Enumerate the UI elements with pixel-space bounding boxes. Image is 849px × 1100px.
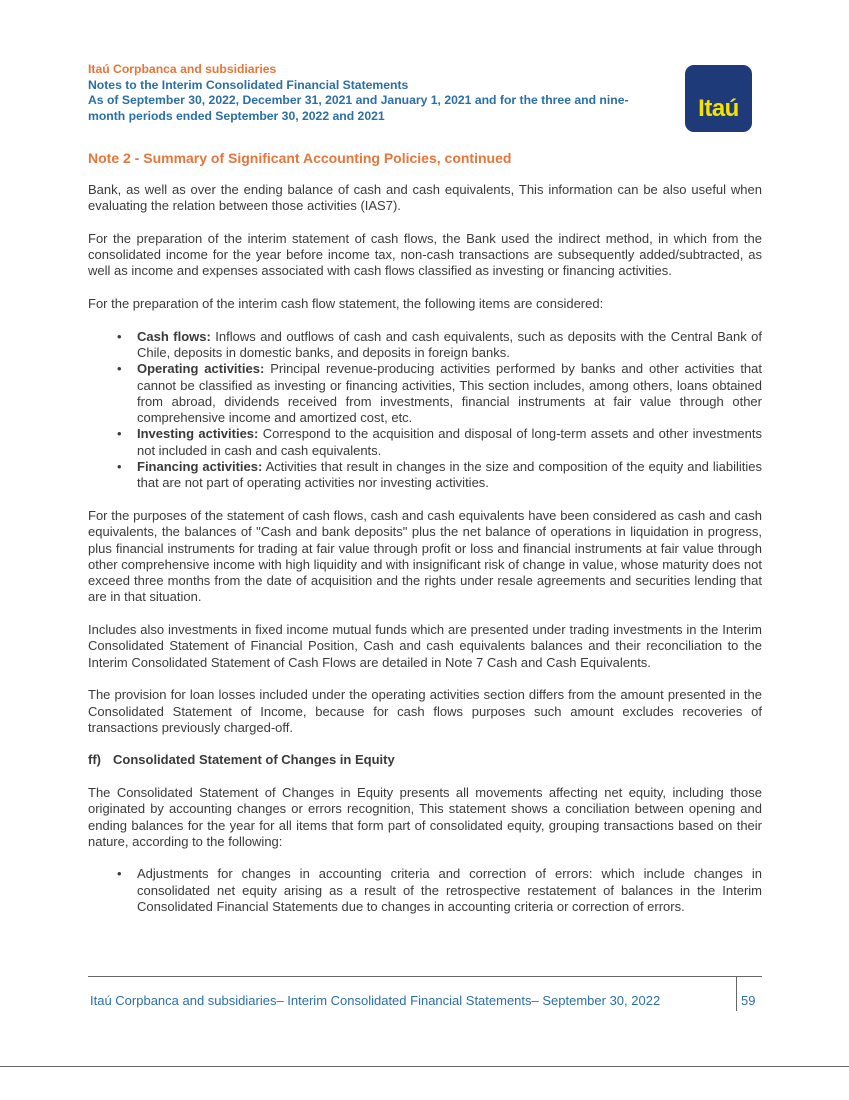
paragraph: For the preparation of the interim cash flow statement, the following items are considered: xyxy=(88,296,604,312)
section-number: ff) xyxy=(88,752,101,768)
cash-flow-items-list xyxy=(88,329,762,492)
logo-text: Itaú xyxy=(698,95,739,122)
footer-text: Itaú Corpbanca and subsidiaries– Interim Consolidated Financial Statements– September 30, 2022 xyxy=(90,993,661,1008)
paragraph: Bank, as well as over the ending balance of cash and cash equivalents, This information can be also useful when evaluating the relation between those activities (IAS7). xyxy=(88,182,762,214)
header-period: As of September 30, 2022, December 31, 2021 and January 1, 2021 and for the three and nine-month periods ended September 30, 2022 and 2021 xyxy=(88,93,629,123)
list-item: • Adjustments for changes in accounting criteria and correction of errors: which include changes in consolidated net equity arising as a result of the retrospective restatement of balances in the Interim Consolidated Financial Statements due to changes in accounting criteria or correction of errors. xyxy=(137,866,762,915)
note-title: Note 2 - Summary of Significant Accounting Policies, continued xyxy=(88,150,512,166)
page-bottom-divider xyxy=(0,1066,849,1067)
term: Cash flows: xyxy=(137,328,211,344)
list-item xyxy=(137,459,762,492)
section-heading xyxy=(88,752,762,768)
footer-page-divider xyxy=(736,976,737,1011)
definition: Inflows and outflows of cash and cash equivalents, such as deposits with the Central Bank of Chile, deposits in domestic banks, and deposits in foreign banks. xyxy=(137,328,762,360)
list-item xyxy=(137,361,762,426)
page-header xyxy=(88,62,648,124)
itau-logo xyxy=(685,65,752,132)
term: Financing activities: xyxy=(137,459,263,475)
list-item xyxy=(137,329,762,362)
definition: Activities that result in changes in the size and composition of the equity and liabilities that are not part of operating activities nor investing activities. xyxy=(137,459,762,491)
page-number: 59 xyxy=(741,993,756,1008)
paragraph: For the purposes of the statement of cash flows, cash and cash equivalents have been considered as cash and cash equivalents, the balances of "Cash and bank deposits" plus the net balance of operations in liquidation in progress, plus financial instruments for trading at fair value through profit or loss and financial instruments at fair value through other comprehensive income with high liquidity and with insignificant risk of change in value, whose maturity does not exceed three months from the date of acquisition and the rights under resale agreements and securities lending that are in that situation. xyxy=(88,507,762,605)
paragraph: The provision for loan losses included under the operating activities section differs from the amount presented in the Consolidated Statement of Income, because for cash flows purposes such amount excludes recoveries of transactions previously charged-off. xyxy=(88,687,762,735)
paragraph: Includes also investments in fixed income mutual funds which are presented under trading investments in the Interim Consolidated Statement of Financial Position, Cash and cash equivalents balances and their reconciliation to the Interim Consolidated Statement of Cash Flows are detailed in Note 7 Cash and Cash Equivalents. xyxy=(88,622,762,670)
term: Operating activities: xyxy=(137,361,265,377)
paragraph: For the preparation of the interim statement of cash flows, the Bank used the indirect method, in which from the consolidated income for the year before income tax, non-cash transactions are subsequently added/subtracted, as well as income and expenses associated with cash flows classified as investing or financing activities. xyxy=(88,230,762,279)
equity-items-list xyxy=(88,866,762,915)
document-body xyxy=(88,182,762,932)
term: Investing activities: xyxy=(137,426,259,442)
header-doc-title: Notes to the Interim Consolidated Financial Statements xyxy=(88,77,409,92)
section-title: Consolidated Statement of Changes in Equity xyxy=(113,752,395,768)
definition: Principal revenue-producing activities performed by banks and other activities that cannot be classified as investing or financing activities, This section includes, among others, loans obtained from abroad, dividends received from investments, financial instruments at fair value through other comprehensive income and amortized cost, etc. xyxy=(137,361,762,426)
paragraph: The Consolidated Statement of Changes in Equity presents all movements affecting net equity, including those originated by accounting changes or errors recognition, This statement shows a conciliation between opening and ending balances for the year for all items that form part of consolidated equity, grouping transactions based on their nature, according to the following: xyxy=(88,784,762,849)
definition: Correspond to the acquisition and disposal of long-term assets and other investments not included in cash and cash equivalents. xyxy=(137,426,762,458)
header-company: Itaú Corpbanca and subsidiaries xyxy=(88,62,277,76)
footer-divider xyxy=(88,976,762,977)
list-item xyxy=(137,426,762,459)
